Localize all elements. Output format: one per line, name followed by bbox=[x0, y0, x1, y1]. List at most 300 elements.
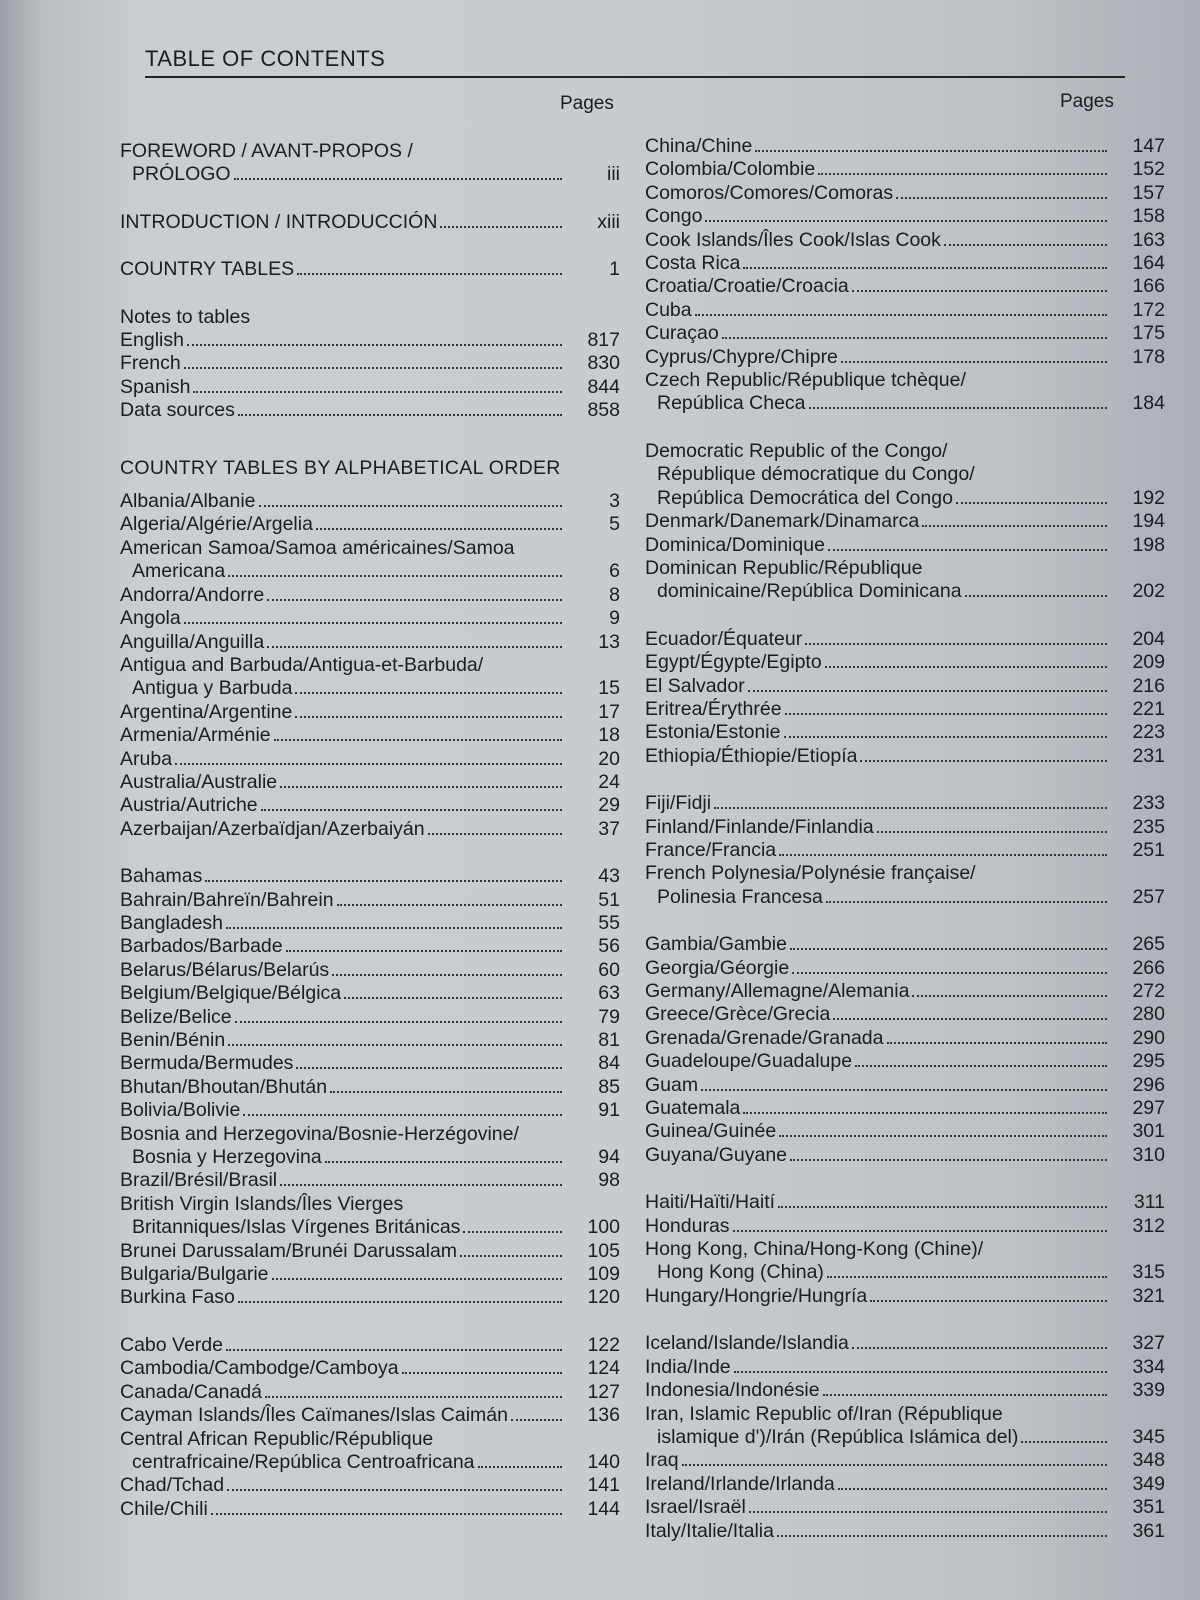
leader-dots bbox=[295, 692, 562, 694]
toc-entry-label: Finland/Finlande/Finlandia bbox=[645, 815, 874, 838]
toc-entry-page: 272 bbox=[1132, 980, 1165, 1002]
toc-entry-page: 120 bbox=[587, 1286, 620, 1309]
toc-entry-label: Algeria/Algérie/Argelia bbox=[120, 513, 313, 536]
toc-entry-label: dominicaine/República Dominicana bbox=[657, 580, 962, 603]
leader-dots bbox=[227, 1489, 562, 1491]
pages-label-right: Pages bbox=[1060, 91, 1114, 112]
toc-entry bbox=[120, 1169, 620, 1192]
toc-entry-page: 55 bbox=[598, 911, 620, 934]
toc-entry bbox=[645, 1191, 1165, 1214]
leader-dots bbox=[440, 226, 562, 228]
toc-entry-page: 136 bbox=[587, 1404, 620, 1427]
toc-entry-line: Dominican Republic/République bbox=[645, 556, 923, 579]
letter-group bbox=[645, 1191, 1165, 1308]
toc-entry-label: Germany/Allemagne/Alemania bbox=[645, 980, 910, 1002]
leader-dots bbox=[478, 1466, 562, 1468]
toc-entry-page: 147 bbox=[1132, 135, 1165, 157]
toc-entry-label: Denmark/Danemark/Dinamarca bbox=[645, 510, 920, 533]
toc-entry-page: 17 bbox=[598, 700, 620, 723]
toc-entry-label: Bahrain/Bahreïn/Bahrein bbox=[120, 888, 334, 911]
toc-entry bbox=[120, 1428, 620, 1475]
leader-dots bbox=[887, 1042, 1108, 1044]
toc-entry bbox=[120, 1286, 620, 1309]
leader-dots bbox=[267, 599, 562, 601]
toc-entry-label: Fiji/Fidji bbox=[645, 792, 712, 815]
leader-dots bbox=[777, 1535, 1107, 1537]
toc-entry-page: 178 bbox=[1132, 345, 1165, 368]
toc-entry-label: Congo bbox=[645, 205, 703, 228]
toc-entry bbox=[645, 816, 1165, 839]
leader-dots bbox=[778, 1206, 1107, 1208]
letter-group bbox=[645, 1332, 1165, 1543]
toc-entry bbox=[120, 1474, 620, 1497]
toc-entry-page: 94 bbox=[598, 1146, 620, 1169]
letter-group bbox=[120, 865, 620, 1310]
leader-dots bbox=[833, 1018, 1107, 1020]
toc-entry-label: Gambia/Gambie bbox=[645, 933, 787, 956]
toc-entry-label: El Salvador bbox=[645, 674, 745, 697]
toc-entry bbox=[645, 698, 1165, 721]
toc-entry-page: 164 bbox=[1132, 252, 1165, 275]
leader-dots bbox=[280, 1184, 562, 1186]
toc-entry bbox=[120, 1498, 620, 1521]
toc-entry-page: 91 bbox=[598, 1099, 620, 1122]
toc-entry-page: 144 bbox=[587, 1497, 620, 1520]
toc-entry-label: Italy/Italie/Italia bbox=[645, 1519, 774, 1542]
toc-entry-label: Iraq bbox=[645, 1449, 679, 1472]
toc-entry-page: xiii bbox=[597, 210, 620, 233]
toc-entry-page: 152 bbox=[1132, 158, 1165, 181]
toc-entry-page: 163 bbox=[1132, 228, 1165, 251]
leader-dots bbox=[714, 807, 1107, 809]
toc-entry bbox=[120, 818, 620, 841]
toc-entry bbox=[645, 628, 1165, 651]
leader-dots bbox=[187, 344, 562, 346]
toc-entry-page: 60 bbox=[598, 958, 620, 981]
toc-entry bbox=[645, 980, 1165, 1003]
toc-entry-label: Cabo Verde bbox=[120, 1333, 223, 1356]
toc-entry-page: 85 bbox=[598, 1075, 620, 1098]
leader-dots bbox=[784, 736, 1107, 738]
toc-entry-label: Aruba bbox=[120, 747, 173, 770]
letter-group bbox=[645, 440, 1165, 604]
toc-entry-page: 127 bbox=[587, 1380, 620, 1403]
toc-entry bbox=[120, 724, 620, 747]
leader-dots bbox=[828, 549, 1107, 551]
toc-entry-line: French Polynesia/Polynésie française/ bbox=[645, 862, 976, 885]
toc-entry bbox=[645, 440, 1165, 510]
leader-dots bbox=[330, 1091, 562, 1093]
toc-entry-page: 63 bbox=[598, 982, 620, 1005]
toc-entry-label: República Democrática del Congo bbox=[657, 486, 953, 509]
toc-entry-page: 51 bbox=[598, 888, 620, 911]
toc-entry-page: 56 bbox=[598, 935, 620, 958]
leader-dots bbox=[325, 1161, 562, 1163]
toc-entry-label: Haiti/Haïti/Haití bbox=[645, 1191, 776, 1214]
leader-dots bbox=[855, 1065, 1107, 1067]
toc-entry-page: 348 bbox=[1132, 1449, 1165, 1472]
toc-entry bbox=[645, 1496, 1165, 1519]
toc-entry bbox=[645, 322, 1165, 345]
page-title: TABLE OF CONTENTS bbox=[145, 46, 386, 71]
toc-entry-label: English bbox=[120, 329, 184, 352]
toc-entry bbox=[645, 346, 1165, 369]
toc-entry-page: 251 bbox=[1132, 838, 1165, 861]
toc-entry bbox=[645, 1379, 1165, 1402]
toc-entry bbox=[120, 959, 620, 982]
toc-entry bbox=[645, 299, 1165, 322]
toc-entry-page: 296 bbox=[1132, 1073, 1165, 1096]
toc-entry-label: Costa Rica bbox=[645, 252, 741, 275]
leader-dots bbox=[238, 1301, 562, 1303]
toc-entry bbox=[120, 748, 620, 771]
toc-entry-label: Guadeloupe/Guadalupe bbox=[645, 1050, 853, 1073]
toc-entry-page: 15 bbox=[598, 677, 620, 700]
toc-entry-label: Cuba bbox=[645, 298, 692, 321]
toc-entry bbox=[645, 1097, 1165, 1120]
toc-entry-page: 221 bbox=[1132, 697, 1165, 720]
leader-dots bbox=[295, 716, 562, 718]
toc-entry-label: Bosnia y Herzegovina bbox=[132, 1146, 322, 1169]
toc-entry bbox=[645, 1027, 1165, 1050]
toc-entry-page: 43 bbox=[598, 865, 620, 888]
toc-entry-page: 844 bbox=[587, 375, 620, 398]
leader-dots bbox=[280, 786, 562, 788]
toc-entry bbox=[120, 1029, 620, 1052]
leader-dots bbox=[779, 854, 1107, 856]
toc-entry-page: 3 bbox=[609, 490, 620, 513]
toc-entry-label: Ethiopia/Éthiopie/Etiopía bbox=[645, 744, 858, 767]
toc-entry-page: 105 bbox=[587, 1239, 620, 1262]
leader-dots bbox=[316, 528, 562, 530]
leader-dots bbox=[809, 407, 1107, 409]
leader-dots bbox=[226, 1349, 562, 1351]
toc-entry bbox=[120, 537, 620, 584]
leader-dots bbox=[922, 525, 1107, 527]
toc-entry bbox=[645, 792, 1165, 815]
toc-entry-page: 223 bbox=[1132, 721, 1165, 744]
toc-entry-line: Antigua and Barbuda/Antigua-et-Barbuda/ bbox=[120, 653, 484, 676]
toc-entry bbox=[645, 252, 1165, 275]
toc-entry-label: Angola bbox=[120, 607, 181, 630]
toc-entry-page: 1 bbox=[609, 258, 620, 281]
toc-entry-label: Hong Kong (China) bbox=[657, 1261, 824, 1284]
toc-entry bbox=[645, 933, 1165, 956]
toc-entry bbox=[120, 865, 620, 888]
toc-entry-line: Central African Republic/République bbox=[120, 1427, 434, 1450]
toc-entry-page: 310 bbox=[1132, 1143, 1165, 1166]
right-country-list bbox=[645, 135, 1165, 1543]
toc-entry-label: Benin/Bénin bbox=[120, 1029, 226, 1051]
toc-entry bbox=[120, 584, 620, 607]
toc-entry-page: 297 bbox=[1132, 1097, 1165, 1120]
toc-entry-label: Guinea/Guinée bbox=[645, 1120, 777, 1143]
toc-entry-label: Cook Islands/Îles Cook/Islas Cook bbox=[645, 228, 941, 251]
toc-entry bbox=[120, 1193, 620, 1240]
leader-dots bbox=[790, 1159, 1107, 1161]
toc-entry-line: Democratic Republic of the Congo/ bbox=[645, 439, 948, 462]
toc-entry-page: 295 bbox=[1132, 1050, 1165, 1073]
toc-entry-page: 141 bbox=[587, 1474, 620, 1497]
toc-entry-label: República Checa bbox=[657, 392, 806, 415]
toc-entry-label: Albania/Albanie bbox=[120, 490, 256, 513]
toc-entry bbox=[120, 1381, 620, 1404]
leader-dots bbox=[1021, 1441, 1107, 1443]
toc-entry-label: China/Chine bbox=[645, 135, 753, 157]
toc-entry-label: centrafricaine/República Centroafricana bbox=[132, 1450, 475, 1473]
toc-entry-label: Dominica/Dominique bbox=[645, 533, 825, 556]
toc-entry-label: Eritrea/Érythrée bbox=[645, 697, 782, 720]
leader-dots bbox=[779, 1135, 1107, 1137]
toc-entry-page: 100 bbox=[587, 1216, 620, 1239]
toc-entry-page: 216 bbox=[1132, 674, 1165, 697]
toc-entry-label: Indonesia/Indonésie bbox=[645, 1379, 820, 1402]
leader-dots bbox=[785, 713, 1107, 715]
leader-dots bbox=[912, 995, 1107, 997]
toc-entry-label: Greece/Grèce/Grecia bbox=[645, 1003, 831, 1026]
toc-entry bbox=[645, 275, 1165, 298]
leader-dots bbox=[267, 646, 562, 648]
toc-entry-page: 18 bbox=[598, 724, 620, 747]
leader-dots bbox=[428, 833, 562, 835]
toc-entry bbox=[645, 1332, 1165, 1355]
toc-entry bbox=[120, 1334, 620, 1357]
toc-entry-label: Barbados/Barbade bbox=[120, 935, 283, 958]
leader-dots bbox=[175, 763, 562, 765]
toc-entry-page: 9 bbox=[609, 607, 620, 630]
toc-entry bbox=[645, 1215, 1165, 1238]
toc-entry-label: Estonia/Estonie bbox=[645, 721, 781, 744]
leader-dots bbox=[243, 1114, 562, 1116]
notes-list bbox=[120, 329, 620, 423]
leader-dots bbox=[261, 809, 562, 811]
leader-dots bbox=[205, 880, 562, 882]
leader-dots bbox=[944, 244, 1107, 246]
leader-dots bbox=[749, 1511, 1107, 1513]
toc-entry-page: 231 bbox=[1132, 744, 1165, 767]
toc-entry-page: 124 bbox=[587, 1357, 620, 1380]
toc-entry-label: Bhutan/Bhoutan/Bhután bbox=[120, 1075, 328, 1098]
toc-entry-page: 311 bbox=[1133, 1191, 1165, 1214]
leader-dots bbox=[337, 904, 562, 906]
leader-dots bbox=[826, 901, 1107, 903]
toc-entry bbox=[120, 912, 620, 935]
toc-entry-label: Guatemala bbox=[645, 1097, 741, 1120]
toc-entry bbox=[645, 957, 1165, 980]
alpha-section-heading: COUNTRY TABLES BY ALPHABETICAL ORDER bbox=[120, 456, 561, 479]
leader-dots bbox=[511, 1419, 562, 1421]
toc-entry-label: Egypt/Égypte/Egipto bbox=[645, 651, 822, 674]
leader-dots bbox=[827, 1276, 1107, 1278]
toc-entry-line: Czech Republic/République tchèque/ bbox=[645, 369, 966, 392]
toc-entry-page: 345 bbox=[1132, 1425, 1165, 1448]
toc-entry-page: 315 bbox=[1132, 1261, 1165, 1284]
toc-entry bbox=[645, 745, 1165, 768]
toc-entry-line: Iran, Islamic Republic of/Iran (République bbox=[645, 1402, 1003, 1425]
toc-entry bbox=[120, 1357, 620, 1380]
toc-entry-label: Antigua y Barbuda bbox=[132, 677, 293, 700]
toc-entry bbox=[645, 1003, 1165, 1026]
toc-entry-label: Data sources bbox=[120, 399, 235, 422]
toc-entry-label: Chile/Chili bbox=[120, 1497, 208, 1520]
toc-entry bbox=[120, 490, 620, 513]
leader-dots bbox=[682, 1464, 1107, 1466]
leader-dots bbox=[860, 760, 1107, 762]
toc-entry bbox=[645, 1144, 1165, 1167]
toc-entry-page: 122 bbox=[587, 1333, 620, 1356]
leader-dots bbox=[852, 1347, 1107, 1349]
leader-dots bbox=[701, 1089, 1107, 1091]
toc-entry bbox=[120, 701, 620, 724]
toc-entry-page: 327 bbox=[1132, 1332, 1165, 1355]
toc-entry-label: Bangladesh bbox=[120, 911, 224, 934]
toc-entry bbox=[645, 557, 1165, 604]
toc-entry bbox=[645, 1285, 1165, 1308]
letter-group bbox=[645, 933, 1165, 1167]
toc-entry bbox=[120, 654, 620, 701]
toc-entry bbox=[645, 158, 1165, 181]
leader-dots bbox=[733, 1230, 1107, 1232]
toc-entry-page: 830 bbox=[587, 352, 620, 375]
toc-entry-label: Cyprus/Chypre/Chipre bbox=[645, 345, 838, 368]
toc-entry-label: Colombia/Colombie bbox=[645, 158, 816, 181]
toc-entry-page: 334 bbox=[1132, 1355, 1165, 1378]
toc-entry bbox=[120, 794, 620, 817]
leader-dots bbox=[877, 831, 1107, 833]
leader-dots bbox=[965, 595, 1107, 597]
leader-dots bbox=[402, 1372, 562, 1374]
toc-entry-label: France/Francia bbox=[645, 838, 777, 861]
toc-entry-page: 24 bbox=[598, 770, 620, 793]
letter-group bbox=[645, 135, 1165, 416]
toc-entry bbox=[120, 1240, 620, 1263]
leader-dots bbox=[460, 1255, 562, 1257]
toc-entry-label: Curaçao bbox=[645, 322, 719, 345]
leader-dots bbox=[838, 1488, 1107, 1490]
leader-dots bbox=[755, 150, 1107, 152]
toc-entry-page: 339 bbox=[1132, 1379, 1165, 1402]
toc-entry-label: COUNTRY TABLES bbox=[120, 258, 295, 281]
leader-dots bbox=[235, 1021, 562, 1023]
toc-entry-label: Iceland/Islande/Islandia bbox=[645, 1332, 849, 1355]
header-rule bbox=[145, 76, 1125, 78]
toc-entry-page: 265 bbox=[1132, 933, 1165, 956]
toc-entry-label: Guyana/Guyane bbox=[645, 1143, 788, 1166]
toc-entry-label: Bahamas bbox=[120, 865, 203, 888]
leader-dots bbox=[734, 1371, 1107, 1373]
toc-entry-label: Grenada/Grenade/Granada bbox=[645, 1026, 884, 1049]
toc-entry bbox=[645, 1520, 1165, 1543]
toc-entry bbox=[645, 1074, 1165, 1097]
toc-entry-line: British Virgin Islands/Îles Vierges bbox=[120, 1192, 404, 1215]
toc-entry-foreword bbox=[120, 140, 620, 187]
toc-entry-page: 202 bbox=[1132, 580, 1165, 603]
toc-entry-page: 194 bbox=[1132, 510, 1165, 533]
leader-dots bbox=[296, 1067, 562, 1069]
toc-entry-label: Azerbaijan/Azerbaïdjan/Azerbaiyán bbox=[120, 817, 425, 840]
toc-entry-label: Ecuador/Équateur bbox=[645, 627, 803, 650]
toc-entry-label: Israel/Israël bbox=[645, 1496, 746, 1519]
leader-dots bbox=[956, 502, 1107, 504]
toc-entry bbox=[645, 862, 1165, 909]
leader-dots bbox=[841, 361, 1107, 363]
toc-entry bbox=[645, 1120, 1165, 1143]
toc-entry-page: 361 bbox=[1132, 1519, 1165, 1542]
toc-entry-page: 257 bbox=[1132, 885, 1165, 908]
notes-heading: Notes to tables bbox=[120, 305, 251, 328]
toc-entry bbox=[120, 982, 620, 1005]
leader-dots bbox=[705, 220, 1107, 222]
leader-dots bbox=[805, 643, 1107, 645]
letter-group bbox=[120, 490, 620, 841]
toc-entry-page: 158 bbox=[1132, 205, 1165, 228]
toc-entry bbox=[120, 1123, 620, 1170]
toc-entry-label: Bermuda/Bermudes bbox=[120, 1052, 294, 1075]
toc-entry-page: 81 bbox=[598, 1029, 620, 1051]
letter-group bbox=[120, 1334, 620, 1521]
toc-entry-page: 290 bbox=[1132, 1026, 1165, 1049]
leader-dots bbox=[226, 927, 562, 929]
toc-entry-label: Polinesia Francesa bbox=[657, 885, 823, 908]
toc-entry-label: Belize/Belice bbox=[120, 1005, 232, 1028]
toc-entry-page: 209 bbox=[1132, 651, 1165, 674]
toc-entry-label: Ireland/Irlande/Irlanda bbox=[645, 1472, 835, 1495]
toc-entry-page: 266 bbox=[1132, 956, 1165, 979]
toc-entry-label: Armenia/Arménie bbox=[120, 724, 271, 747]
toc-entry-page: 79 bbox=[598, 1005, 620, 1028]
toc-entry-page: 858 bbox=[587, 399, 620, 422]
toc-entry-label: INTRODUCTION / INTRODUCCIÓN bbox=[120, 210, 438, 233]
toc-entry-page: 5 bbox=[609, 513, 620, 536]
toc-entry-label: Canada/Canadá bbox=[120, 1380, 263, 1403]
toc-entry-line: Hong Kong, China/Hong-Kong (Chine)/ bbox=[645, 1238, 984, 1261]
leader-dots bbox=[272, 1278, 562, 1280]
toc-entry-page: 37 bbox=[598, 817, 620, 840]
toc-entry-page: 184 bbox=[1132, 392, 1165, 415]
toc-entry-page: 172 bbox=[1132, 298, 1165, 321]
toc-entry bbox=[120, 513, 620, 536]
toc-entry-label: Bolivia/Bolivie bbox=[120, 1099, 241, 1122]
toc-entry-page: 312 bbox=[1132, 1214, 1165, 1237]
leader-dots bbox=[825, 666, 1107, 668]
toc-entry bbox=[120, 1006, 620, 1029]
toc-entry-label: Belgium/Belgique/Bélgica bbox=[120, 982, 342, 1005]
toc-entry bbox=[645, 1449, 1165, 1472]
toc-entry-label: Belarus/Bélarus/Belarús bbox=[120, 958, 330, 981]
leader-dots bbox=[852, 290, 1107, 292]
toc-entry bbox=[645, 205, 1165, 228]
toc-entry-page: 98 bbox=[598, 1169, 620, 1192]
leader-dots bbox=[792, 972, 1107, 974]
toc-entry bbox=[645, 534, 1165, 557]
toc-entry bbox=[120, 607, 620, 630]
toc-entry-label: Croatia/Croatie/Croacia bbox=[645, 275, 849, 298]
toc-entry-label: Comoros/Comores/Comoras bbox=[645, 181, 894, 204]
toc-header bbox=[145, 46, 1125, 78]
toc-entry-introduction bbox=[120, 211, 620, 234]
toc-entry bbox=[645, 182, 1165, 205]
leader-dots bbox=[344, 997, 562, 999]
toc-entry-label: Bulgaria/Bulgarie bbox=[120, 1263, 269, 1286]
toc-entry-page: 351 bbox=[1132, 1496, 1165, 1519]
toc-entry-label: PRÓLOGO bbox=[132, 163, 231, 186]
toc-entry-page: 204 bbox=[1132, 627, 1165, 650]
toc-entry bbox=[120, 631, 620, 654]
leader-dots bbox=[211, 1513, 562, 1515]
toc-entry-label: Georgia/Géorgie bbox=[645, 956, 790, 979]
toc-entry-label: Cambodia/Cambodge/Camboya bbox=[120, 1357, 399, 1380]
leader-dots bbox=[228, 575, 562, 577]
